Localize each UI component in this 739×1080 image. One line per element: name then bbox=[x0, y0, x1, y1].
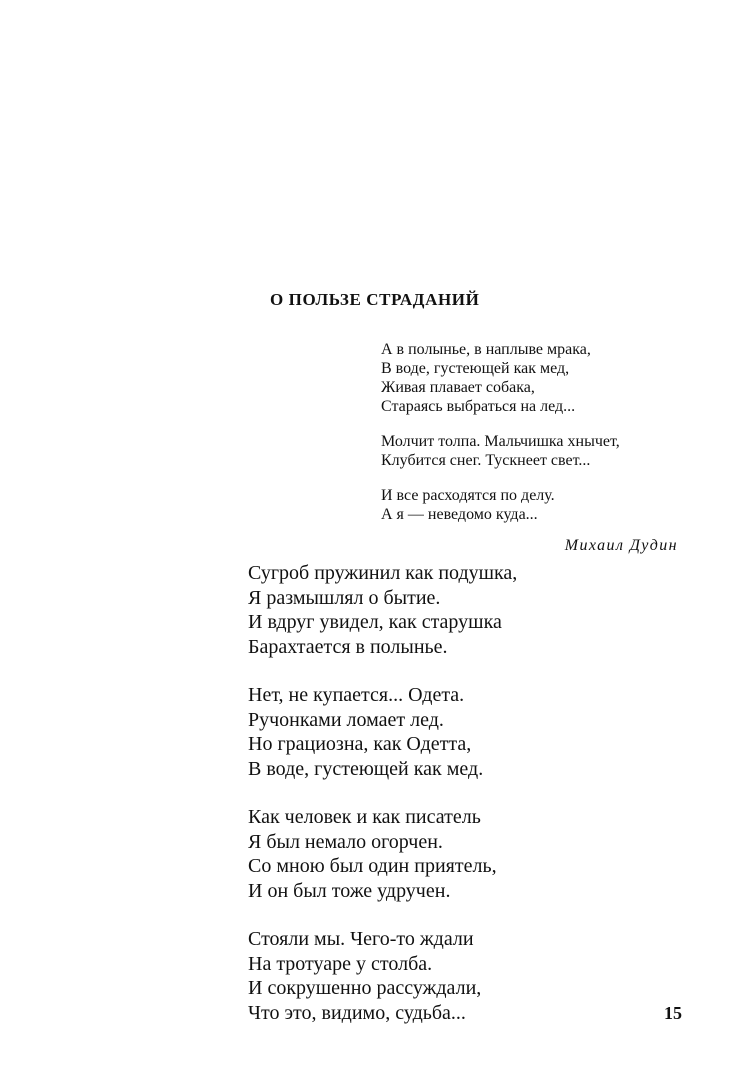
poem-line: И вдруг увидел, как старушка bbox=[248, 611, 502, 633]
epigraph-line: А в полынье, в наплыве мрака, bbox=[381, 341, 591, 358]
poem-line: В воде, густеющей как мед. bbox=[248, 757, 484, 780]
poem-line: Стояли мы. Чего-то ждали bbox=[248, 928, 474, 950]
poem-stanza bbox=[248, 805, 668, 903]
poem-line: И он был тоже удручен. bbox=[248, 879, 451, 902]
poem-line: И сокрушенно рассуждали, bbox=[248, 977, 482, 999]
poem-line: На тротуаре у столба. bbox=[248, 952, 433, 975]
epigraph-author: Михаил Дудин bbox=[564, 537, 678, 554]
poem-line: Но грациозна, как Одетта, bbox=[248, 733, 472, 755]
poem-line: Я был немало огорчен. bbox=[248, 830, 443, 853]
poem-line: Ручонками ломает лед. bbox=[248, 708, 444, 731]
poem-line: Сугроб пружинил как подушка, bbox=[248, 562, 518, 584]
poem-line: Барахтается в полынье. bbox=[248, 635, 448, 658]
poem-title: О ПОЛЬЗЕ СТРАДАНИЙ bbox=[270, 290, 480, 309]
poem-stanza bbox=[248, 927, 668, 1025]
epigraph-line: Стараясь выбраться на лед... bbox=[381, 398, 576, 415]
epigraph-stanza bbox=[381, 340, 681, 416]
epigraph-line: Молчит толпа. Мальчишка хнычет, bbox=[381, 433, 620, 450]
poem-line: Со мною был один приятель, bbox=[248, 855, 497, 877]
poem-line: Как человек и как писатель bbox=[248, 806, 481, 828]
epigraph-line: В воде, густеющей как мед, bbox=[381, 360, 570, 377]
page-number: 15 bbox=[664, 1003, 682, 1023]
poem-line: Что это, видимо, судьба... bbox=[248, 1001, 466, 1024]
epigraph-line: И все расходятся по делу. bbox=[381, 487, 555, 504]
poem-line: Нет, не купается... Одета. bbox=[248, 684, 465, 706]
epigraph-line: Живая плавает собака, bbox=[381, 379, 535, 396]
epigraph-line: Клубится снег. Тускнеет свет... bbox=[381, 452, 591, 469]
poem-stanza bbox=[248, 683, 668, 781]
epigraph-stanza bbox=[381, 486, 681, 524]
poem-body bbox=[248, 561, 668, 1049]
epigraph bbox=[381, 340, 681, 555]
epigraph-line: А я — неведомо куда... bbox=[381, 506, 538, 523]
epigraph-stanza bbox=[381, 432, 681, 470]
poem-line: Я размышлял о бытие. bbox=[248, 586, 441, 609]
poem-stanza bbox=[248, 561, 668, 659]
